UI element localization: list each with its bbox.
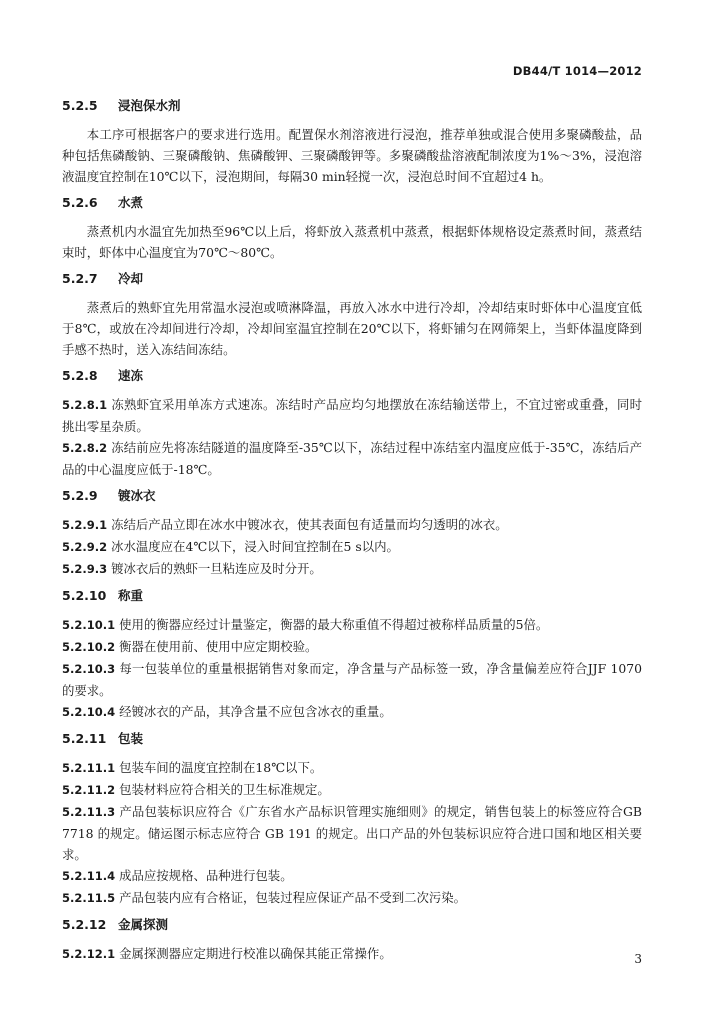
- clause-number: 5.2.9.2: [62, 540, 108, 554]
- section-heading: [62, 366, 642, 386]
- clause-text: 产品包装内应有合格证，包装过程应保证产品不受到二次污染。: [119, 890, 467, 905]
- page-number: 3: [634, 952, 642, 966]
- section-heading: [62, 269, 642, 289]
- clause-number: 5.2.11.1: [62, 761, 116, 775]
- clause-number: 5.2.8.1: [62, 398, 108, 412]
- clause-text: 冻结后产品立即在冰水中镀冰衣，使其表面包有适量而均匀透明的冰衣。: [111, 517, 508, 532]
- section-heading: [62, 486, 642, 506]
- section-title: 水煮: [118, 195, 144, 210]
- clause-text: 金属探测器应定期进行校准以确保其能正常操作。: [119, 946, 392, 961]
- section-title: 浸泡保水剂: [118, 98, 181, 113]
- section-title: 称重: [118, 588, 144, 603]
- clause-text: 冰水温度应在4℃以下，浸入时间宜控制在5 s以内。: [111, 539, 399, 554]
- section-title: 金属探测: [118, 917, 169, 932]
- section-paragraph: 本工序可根据客户的要求进行选用。配置保水剂溶液进行浸泡，推荐单独或混合使用多聚磷酸盐，品种包括焦磷酸钠、三聚磷酸钠、焦磷酸钾、三聚磷酸钾等。多聚磷酸盐溶液配制浓度为1%～3%，浸泡溶液温度宜控制在10℃以下，浸泡期间，每隔30 min轻搅一次，浸泡总时间不宜超过4 h。: [62, 127, 642, 184]
- clause-item: [62, 779, 642, 801]
- section-number: 5.2.12: [62, 917, 107, 932]
- document-body: [62, 96, 642, 971]
- clause-item: [62, 757, 642, 779]
- clause-number: 5.2.11.5: [62, 891, 116, 905]
- clause-item: [62, 614, 642, 636]
- section-title: 包装: [118, 731, 144, 746]
- clause-number: 5.2.9.3: [62, 562, 108, 576]
- section-number: 5.2.7: [62, 271, 98, 286]
- section-number: 5.2.6: [62, 195, 98, 210]
- clause-list: [62, 614, 642, 723]
- clause-item: [62, 536, 642, 558]
- clause-list: [62, 394, 642, 480]
- clause-text: 成品应按规格、品种进行包装。: [119, 868, 293, 883]
- clause-number: 5.2.11.3: [62, 805, 116, 819]
- section-number: 5.2.5: [62, 98, 98, 113]
- section-heading: [62, 915, 642, 935]
- clause-number: 5.2.11.2: [62, 783, 116, 797]
- section-number: 5.2.8: [62, 368, 98, 383]
- clause-list: [62, 943, 642, 965]
- standard-code: DB44/T 1014—2012: [512, 64, 642, 78]
- clause-text: 镀冰衣后的熟虾一旦粘连应及时分开。: [111, 561, 322, 576]
- section-heading: [62, 729, 642, 749]
- clause-text: 包装车间的温度宜控制在18℃以下。: [119, 760, 323, 775]
- section-heading: [62, 96, 642, 116]
- section-number: 5.2.9: [62, 488, 98, 503]
- clause-item: [62, 437, 642, 480]
- clause-item: [62, 558, 642, 580]
- section-number: 5.2.10: [62, 588, 107, 603]
- section-title: 镀冰衣: [118, 488, 156, 503]
- clause-item: [62, 801, 642, 865]
- clause-text: 经镀冰衣的产品，其净含量不应包含冰衣的重量。: [119, 704, 392, 719]
- clause-number: 5.2.10.2: [62, 640, 116, 654]
- clause-item: [62, 394, 642, 437]
- clause-number: 5.2.10.1: [62, 618, 116, 632]
- clause-item: [62, 943, 642, 965]
- clause-item: [62, 658, 642, 701]
- clause-item: [62, 636, 642, 658]
- clause-number: 5.2.12.1: [62, 947, 116, 961]
- section-paragraph: 蒸煮机内水温宜先加热至96℃以上后，将虾放入蒸煮机中蒸煮，根据虾体规格设定蒸煮时间，蒸煮结束时，虾体中心温度宜为70℃～80℃。: [62, 224, 642, 260]
- clause-item: [62, 701, 642, 723]
- clause-text: 冻熟虾宜采用单冻方式速冻。冻结时产品应均匀地摆放在冻结输送带上，不宜过密或重叠，同时挑出零星杂质。: [62, 397, 642, 434]
- clause-text: 衡器在使用前、使用中应定期校验。: [119, 639, 318, 654]
- section-title: 速冻: [118, 368, 144, 383]
- clause-text: 产品包装标识应符合《广东省水产品标识管理实施细则》的规定，销售包装上的标签应符合GB 7718 的规定。储运图示标志应符合 GB 191 的规定。出口产品的外包装标识应符合进口国和地区相关要求。: [62, 804, 642, 862]
- clause-text: 每一包装单位的重量根据销售对象而定，净含量与产品标签一致，净含量偏差应符合JJF 1070 的要求。: [62, 661, 642, 698]
- clause-item: [62, 865, 642, 887]
- section-paragraph: 蒸煮后的熟虾宜先用常温水浸泡或喷淋降温，再放入冰水中进行冷却，冷却结束时虾体中心温度宜低于8℃，或放在冷却间进行冷却，冷却间室温宜控制在20℃以下，将虾铺匀在网筛架上，当虾体温度降到手感不热时，送入冻结间冻结。: [62, 300, 642, 357]
- clause-number: 5.2.9.1: [62, 518, 108, 532]
- clause-item: [62, 887, 642, 909]
- section-title: 冷却: [118, 271, 144, 286]
- clause-text: 冻结前应先将冻结隧道的温度降至-35℃以下，冻结过程中冻结室内温度应低于-35℃，冻结后产品的中心温度应低于-18℃。: [62, 440, 642, 477]
- clause-list: [62, 757, 642, 909]
- section-number: 5.2.11: [62, 731, 107, 746]
- clause-item: [62, 514, 642, 536]
- clause-number: 5.2.10.3: [62, 662, 116, 676]
- clause-text: 包装材料应符合相关的卫生标准规定。: [119, 782, 330, 797]
- section-heading: [62, 586, 642, 606]
- section-heading: [62, 193, 642, 213]
- clause-number: 5.2.11.4: [62, 869, 116, 883]
- clause-list: [62, 514, 642, 580]
- clause-text: 使用的衡器应经过计量鉴定，衡器的最大称重值不得超过被称样品质量的5倍。: [119, 617, 549, 632]
- clause-number: 5.2.8.2: [62, 441, 108, 455]
- clause-number: 5.2.10.4: [62, 705, 116, 719]
